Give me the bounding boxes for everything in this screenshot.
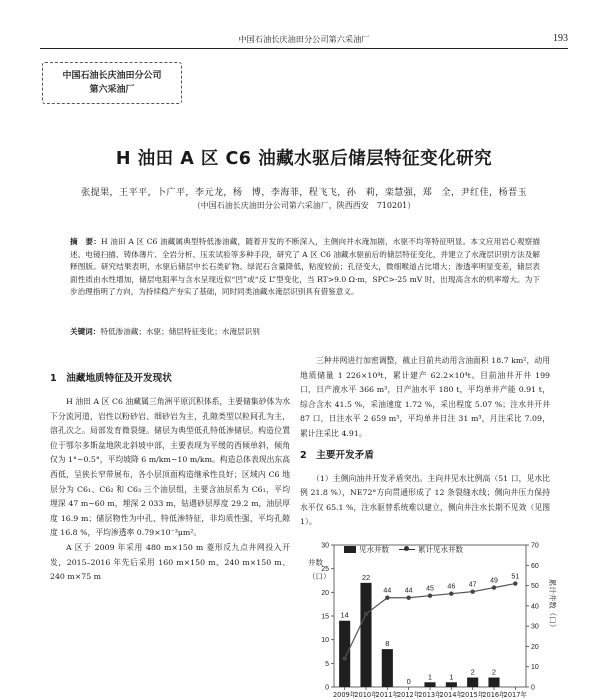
y-right-tick-label: 0 [531, 684, 535, 692]
keywords-label: 关键词： [70, 327, 101, 336]
author-list: 张提果，王平平，卜广平，李元龙，杨 博，李海菲，程飞飞，孙 莉，栾慧强，郑 全，尹红佳，杨晋玉 [81, 187, 527, 198]
journal-line: 中国石油长庆油田分公司第六采油厂 [238, 34, 370, 44]
cumulative-value-label: 47 [468, 581, 477, 589]
y-right-axis-label: 累计井数（口） [548, 578, 557, 632]
bar-value-label: 14 [340, 610, 349, 620]
bar-2011年 [382, 649, 393, 687]
figure-1-chart [300, 537, 560, 699]
section-2-heading: 2 主要开发矛盾 [300, 449, 374, 461]
section-1-paragraph-1: H 油田 A 区 C6 油藏属三角洲平原沉积体系，主要储集砂体为水下分流河道，岩性以粉砂岩、细砂岩为主，孔隙类型以粒间孔为主，溶孔次之。局部发育微裂缝。储层为典型低孔特低渗储层。构造位置位于鄂尔多斯盆地陕北斜坡中部，主要表现为平缓的西倾单斜，倾角仅为 1°~0.5°，平均坡降 6 m/km~10 m/km。构造总体表现出东高西低，呈狭长窄带展布，各小层顶面构造继承性良好；区域内 C6 地层分为 C6₁、C6₂ 和 C6₃ 三个油层组，主要含油层系为 C6₁，平均埋深 47 m~60 m，埋深 2 033 m，钻遇砂层厚度 29.2 m，油层厚度 16.9 m；储层物性为中孔、特低渗特征，非均质性强，平均孔隙度 16.8 %，平均渗透率 0.79×10⁻³μm²。 [50, 397, 290, 538]
stamp-line-1: 中国石油长庆油田分公司 [62, 71, 162, 81]
y-left-axis-label: 井数 [308, 558, 323, 567]
y-left-tick-label: 30 [321, 542, 329, 550]
x-tick-label: 2016年 [482, 691, 506, 699]
cumulative-point-2017年 [513, 581, 517, 585]
section-1-paragraph-2: A 区于 2009 年采用 480 m×150 m 菱形反九点井网投入开发，2015–2016 年先后采用 160 m×150 m、240 m×150 m、240 m×75 m [50, 542, 290, 582]
bar-value-label: 0 [406, 677, 411, 686]
y-right-tick-label: 20 [531, 643, 539, 651]
cumulative-value-label: 36 [362, 603, 370, 611]
x-tick-label: 2013年 [418, 691, 442, 699]
cumulative-point-2015年 [470, 589, 474, 593]
y-right-tick-label: 50 [531, 583, 539, 591]
abstract [70, 236, 540, 299]
bar-value-label: 22 [361, 572, 371, 582]
legend-line-label: 累计见水井数 [418, 544, 463, 554]
legend-bar-swatch [344, 546, 356, 553]
page-number: 193 [553, 33, 568, 44]
section-1-heading: 1 油藏地质特征及开发现状 [50, 373, 172, 384]
section-2-item-1: （1）主侧向油井开发矛盾突出。主向井见水比例高（51 口，见水比例 21.8 %），NE72°方向贯通形成了 12 条裂缝水线；侧向井压力保持水平仅 65.1 %，注水驱替系统难以建立，侧向井注水长期不见效（见图 1）。 [300, 473, 550, 527]
chart-canvas [300, 537, 560, 699]
cumulative-value-label: 46 [447, 583, 456, 591]
cumulative-point-2010年 [364, 612, 368, 616]
y-left-tick-label: 0 [325, 684, 329, 692]
legend-bar-label: 见水井数 [359, 544, 389, 554]
x-tick-label: 2014年 [439, 691, 464, 699]
bar-2015年 [467, 678, 478, 687]
left-column [50, 371, 290, 585]
keywords [70, 326, 540, 338]
right-column [300, 354, 550, 530]
chart-legend [344, 543, 463, 555]
cumulative-point-2014年 [449, 591, 453, 595]
cumulative-point-2016年 [492, 585, 496, 589]
legend-line-swatch [399, 549, 415, 550]
paper-title: H 油田 A 区 C6 油藏水驱后储层特征变化研究 [115, 149, 493, 169]
cumulative-point-2012年 [406, 596, 410, 600]
cumulative-point-2013年 [428, 594, 432, 598]
bar-value-label: 1 [449, 672, 454, 682]
x-tick-label: 2011年 [375, 691, 400, 699]
abstract-text: H 油田 A 区 C6 油藏属典型特低渗油藏，随着开发的不断深入，主侧向井水淹加剧，水驱不均等特征明显。本文应用岩心观察描述、电镜扫描、铸体薄片、全岩分析、压汞试验等多种手段，研究了 A 区 C6 油藏水驱前后的储层特征变化，并建立了水淹层识别方法及解释图版。研究结果表明，水驱后储层中长石类矿物、绿泥石含量降低，粘度较前；孔径变大，微细喉道占比增大；渗透率明显变差，储层表面性质由水性增加，储层电阻率与含水呈现近似“凹”或“反 L”型变化，当 RT>9.0 Ω·m，SPC>-25 mV 时，出现高含水的机率增大。为下步治理指明了方向，为持续稳产夯实了基础，同时同类油藏水淹层识别具有借鉴意义。 [70, 237, 541, 297]
y-left-axis-label-unit: （口） [308, 572, 331, 581]
right-paragraph-1: 三种井网进行加密调整，截止目前共动用含油面积 18.7 km²，动用地质储量 1 226×10⁴t，累计建产 62.2×10⁴t。目前油井开井 199 口，日产液水平 366 m³，日产油水平 180 t，平均单井产能 0.91 t，综合含水 41.5 %，采油速度 1.72 %，采出程度 5.07 %；注水井开井 87 口，日注水平 2 659 m³，平均单井日注 31 m³，月注采比 7.09，累计注采比 4.91。 [300, 356, 550, 438]
bar-value-label: 2 [470, 667, 475, 677]
x-tick-label: 2012年 [396, 691, 421, 699]
y-left-tick-label: 5 [325, 660, 329, 668]
y-right-tick-label: 60 [531, 562, 539, 570]
stamp-line-2: 第六采油厂 [89, 85, 135, 95]
y-right-tick-label: 40 [531, 603, 539, 611]
y-left-tick-label: 20 [321, 589, 329, 597]
bar-2014年 [446, 682, 457, 687]
y-right-tick-label: 10 [531, 664, 539, 672]
cumulative-value-label: 45 [426, 585, 434, 593]
y-right-tick-label: 30 [531, 623, 539, 631]
bar-value-label: 2 [491, 667, 497, 677]
header-rule [40, 48, 568, 49]
cumulative-value-label: 44 [383, 587, 392, 595]
x-tick-label: 2015年 [460, 691, 485, 699]
x-tick-label: 2009年 [332, 691, 357, 699]
running-header [40, 34, 568, 46]
abstract-label: 摘 要： [70, 237, 102, 246]
keywords-text: 特低渗油藏；水驱；储层特征变化；水淹层识别 [100, 327, 260, 336]
bar-2010年 [360, 583, 371, 687]
bar-2009年 [339, 621, 350, 687]
y-left-tick-label: 10 [321, 637, 329, 645]
cumulative-point-2011年 [385, 596, 389, 600]
bar-2013年 [424, 682, 435, 687]
cumulative-value-label: 51 [511, 573, 520, 581]
affiliation: （中国石油长庆油田分公司第六采油厂，陕西西安 710201） [192, 201, 416, 210]
y-right-tick-label: 70 [531, 542, 539, 550]
bar-2016年 [488, 678, 499, 687]
bar-value-label: 1 [427, 672, 433, 682]
bar-value-label: 8 [385, 639, 390, 649]
x-tick-label: 2017年 [503, 691, 528, 699]
y-left-tick-label: 25 [321, 566, 329, 574]
x-tick-label: 2010年 [354, 691, 378, 699]
cumulative-point-2009年 [342, 656, 346, 660]
cumulative-value-label: 49 [490, 577, 498, 585]
y-left-tick-label: 15 [321, 613, 329, 621]
institution-stamp [42, 62, 182, 104]
cumulative-value-label: 44 [404, 587, 413, 595]
